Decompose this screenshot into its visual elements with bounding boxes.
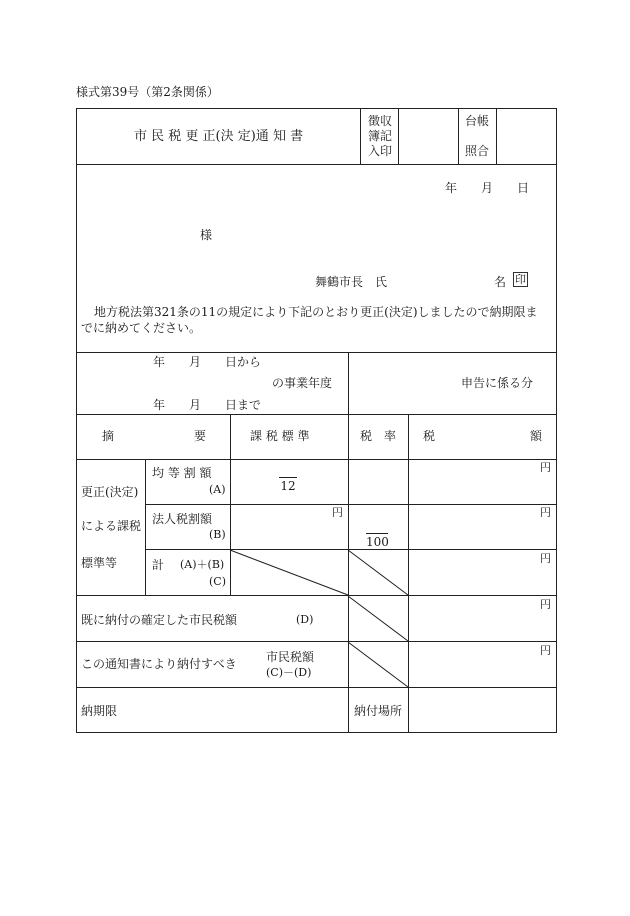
deadline-label: 納期限	[81, 704, 118, 718]
form-number: 様式第39号（第2条関係）	[76, 85, 219, 99]
group-label-line1: 更正(決定)	[81, 485, 139, 499]
date-year: 年	[445, 181, 458, 195]
date-month: 月	[481, 181, 494, 195]
total-code: (C)	[209, 575, 226, 588]
date-day: 日	[517, 181, 530, 195]
yen-row-b: 円	[540, 506, 551, 519]
yen-row-a: 円	[540, 461, 551, 474]
notice-text-line1: 地方税法第321条の11の規定により下記のとおり更正(決定)しましたので納期限ま	[94, 305, 538, 319]
paid-code: (D)	[296, 613, 314, 626]
stamp-label-1a: 徴収	[368, 114, 393, 128]
yen-row-b-base: 円	[332, 506, 343, 519]
stamp-label-1c: 入印	[368, 144, 393, 158]
payment-place-label: 納付場所	[354, 704, 403, 718]
per-capita-months: 12	[280, 479, 296, 493]
yen-row-e: 円	[540, 644, 551, 657]
corporate-label: 法人税割額	[152, 512, 213, 526]
stamp-label-2b: 照合	[465, 144, 490, 158]
period-declaration: 申告に係る分	[461, 376, 534, 390]
total-label: 計	[152, 558, 165, 572]
paid-label: 既に納付の確定した市民税額	[81, 613, 238, 627]
period-from: 年 月 日から	[153, 355, 262, 369]
seal-mark: 印	[515, 273, 526, 286]
header-tax-base: 課 税 標 準	[250, 429, 310, 443]
issuer-name-suffix: 名	[494, 275, 507, 289]
period-to: 年 月 日まで	[153, 398, 262, 412]
period-fiscal-year: の事業年度	[272, 376, 333, 390]
due-label: この通知書により納付すべき	[81, 657, 237, 671]
stamp-label-1b: 簿記	[368, 129, 393, 143]
corporate-code: (B)	[209, 528, 226, 541]
yen-row-c: 円	[540, 552, 551, 565]
corporate-rate: 100	[366, 535, 389, 549]
header-tax-amount-left: 税	[423, 429, 436, 443]
notice-text-line2: でに納めてください。	[81, 321, 202, 335]
group-label-line2: による課税	[81, 519, 142, 533]
per-capita-label: 均 等 割 額	[152, 466, 212, 480]
issuer-name: 舞鶴市長 氏	[315, 275, 388, 289]
diagonal-total-tax-base	[230, 550, 348, 595]
addressee-suffix: 様	[200, 228, 213, 242]
diagonal-due-rate	[348, 642, 408, 687]
diagonal-paid-rate	[348, 596, 408, 641]
per-capita-code: (A)	[209, 483, 226, 496]
header-tax-amount-right: 額	[530, 429, 543, 443]
stamp-label-2a: 台帳	[465, 114, 490, 128]
due-label-2: 市民税額	[266, 650, 315, 664]
page-title: 市 民 税 更 正(決 定)通 知 書	[134, 129, 304, 144]
group-label-line3: 標準等	[81, 556, 118, 570]
header-summary-left: 摘	[102, 429, 115, 443]
yen-row-d: 円	[540, 598, 551, 611]
header-summary-right: 要	[194, 429, 207, 443]
total-formula: (A)＋(B)	[180, 558, 225, 571]
due-formula: (C)－(D)	[266, 666, 312, 679]
diagonal-total-rate	[348, 550, 408, 595]
header-tax-rate: 税 率	[360, 429, 397, 443]
